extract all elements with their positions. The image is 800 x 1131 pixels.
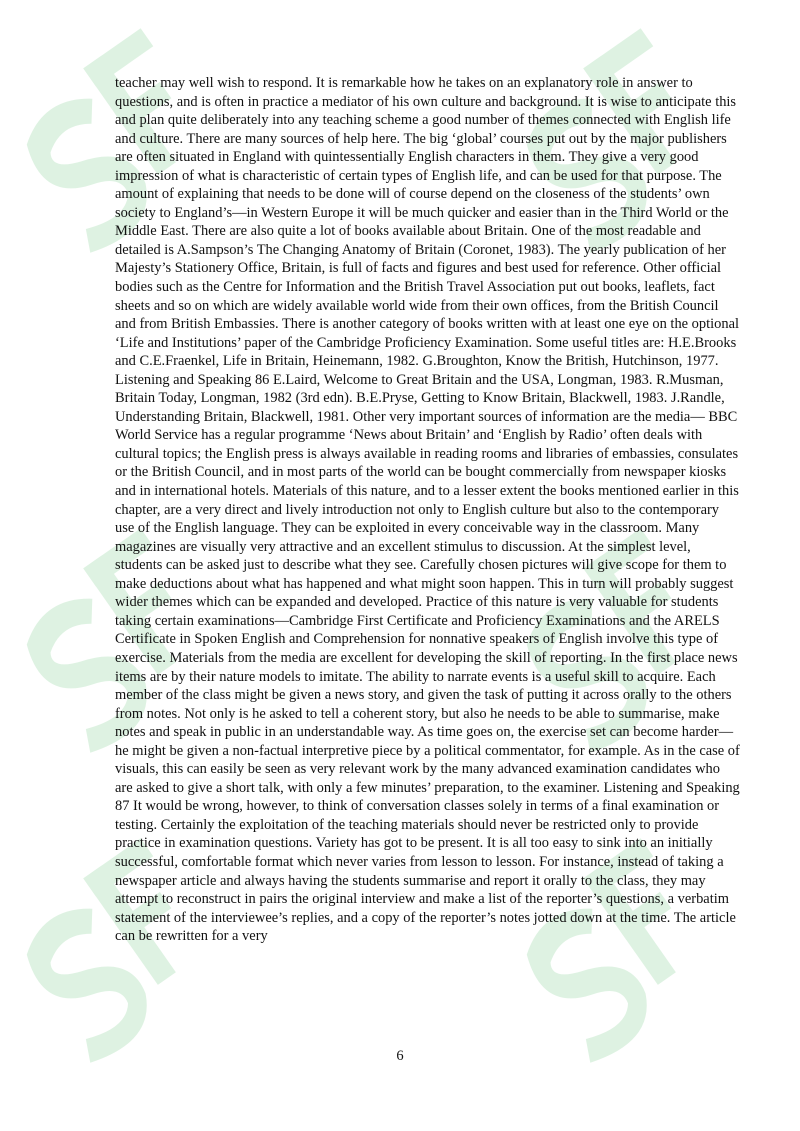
body-paragraph: teacher may well wish to respond. It is remarkable how he takes on an explanatory role in answer to questions, and is often in practice a mediator of his own culture and background. It is wise to anticipate this and plan quite deliberately into any teaching scheme a good number of themes connected with English life and culture. There are many sources of help here. The big ‘global’ courses put out by the major publishers are often situated in England with quintessentially English characters in them. They give a very good impression of what is characteristic of certain types of English life, and can be used for that purpose. The amount of explaining that needs to be done will of course depend on the closeness of the students’ own society to England’s—in Western Europe it will be much quicker and easier than in the Third World or the Middle East. There are also quite a lot of books available about Britain. One of the most readable and detailed is A.Sampson’s The Changing Anatomy of Britain (Coronet, 1983). The yearly publication of her Majesty’s Stationery Office, Britain, is full of facts and figures and best used for reference. Other official bodies such as the Centre for Information and the British Travel Association put out books, leaflets, fact sheets and so on which are widely available world wide from their own offices, from the British Council and from British Embassies. There is another category of books written with at least one eye on the optional ‘Life and Institutions’ paper of the Cambridge Proficiency Examination. Some useful titles are: H.E.Brooks and C.E.Fraenkel, Life in Britain, Heinemann, 1982. G.Broughton, Know the British, Hutchinson, 1977. Listening and Speaking 86 E.Laird, Welcome to Great Britain and the USA, Longman, 1983. R.Musman, Britain Today, Longman, 1982 (3rd edn). B.E.Pryse, Getting to Know Britain, Blackwell, 1983. J.Randle, Understanding Britain, Blackwell, 1981. Other very important sources of information are the media— BBC World Service has a regular programme ‘News about Britain’ and ‘English by Radio’ often deals with cultural topics; the English press is always available in reading rooms and libraries of embassies, consulates or the British Council, and in most parts of the world can be bought commercially from newspaper kiosks and in international hotels. Materials of this nature, and to a lesser extent the books mentioned earlier in this chapter, are a very direct and lively introduction not only to English culture but also to the contemporary use of the English language. They can be exploited in every conceivable way in the classroom. Many magazines are visually very attractive and an excellent stimulus to discussion. At the simplest level, students can be asked just to describe what they see. Carefully chosen pictures will give scope for them to make deductions about what has happened and what might soon happen. This in turn will probably suggest wider themes which can be expanded and developed. Practice of this nature is very valuable for students taking certain examinations—Cambridge First Certificate and Proficiency Examinations and the ARELS Certificate in Spoken English and Comprehension for nonnative speakers of English involve this type of exercise. Materials from the media are excellent for developing the skill of reporting. In the first place news items are by their nature models to imitate. The ability to narrate events is a useful skill to acquire. Each member of the class might be given a news story, and given the task of putting it across orally to the others from notes. Not only is he asked to tell a coherent story, but also he needs to be able to summarise, make notes and speak in public in an understandable way. As time goes on, the exercise set can become harder—he might be given a non-factual interpretive piece by a political commentator, for example. As in the case of visuals, this can easily be seen as very relevant work by the many advanced examination candidates who are asked to give a short talk, with only a few minutes’ preparation, to the examiner. Listening and Speaking 87 It would be wrong, however, to think of conversation classes solely in terms of a final examination or testing. Certainly the exploitation of the teaching materials should never be restricted only to provide practice in examination questions. Variety has got to be present. It is all too easy to sink into an initially successful, comfortable format which never varies from lesson to lesson. For instance, instead of taking a newspaper article and always having the students summarise and report it orally to the class, they may attempt to reconstruct in pairs the original interview and make a list of the reporter’s questions, a verbatim statement of the interviewee’s replies, and a copy of the reporter’s notes jotted down at the time. The article can be rewritten for a very (115, 75, 740, 945)
page-number: 6 (396, 1048, 404, 1064)
